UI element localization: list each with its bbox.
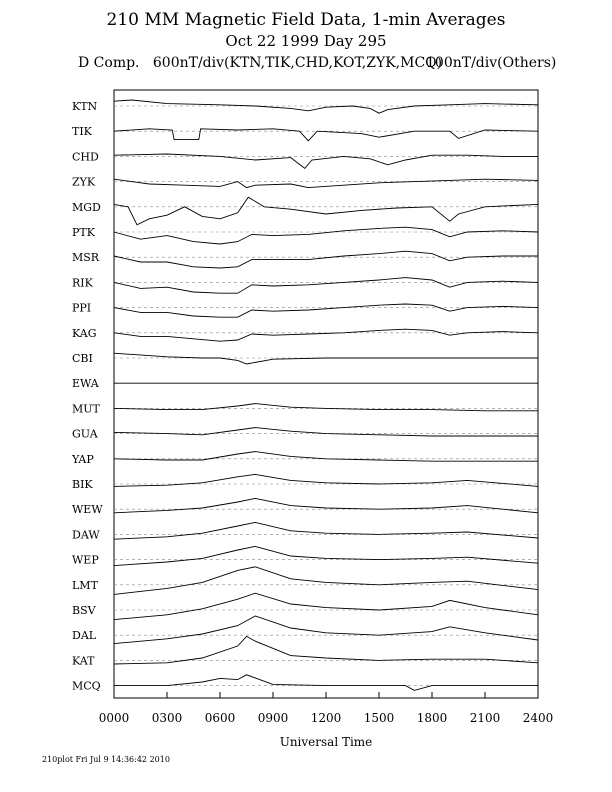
- x-tick-label-1200: 1200: [310, 711, 342, 725]
- trace-kat: [114, 636, 538, 664]
- x-tick-label-0900: 0900: [257, 711, 289, 725]
- trace-tik: [114, 129, 538, 141]
- trace-wew: [114, 498, 538, 512]
- trace-daw: [114, 522, 538, 539]
- station-label-msr: MSR: [72, 251, 100, 265]
- station-label-mgd: MGD: [72, 200, 101, 214]
- trace-wep: [114, 546, 538, 565]
- traces: [114, 100, 538, 690]
- station-label-lmt: LMT: [72, 578, 98, 592]
- station-label-bik: BIK: [72, 478, 93, 491]
- station-label-zyk: ZYK: [72, 175, 96, 189]
- trace-mut: [114, 404, 538, 411]
- trace-dal: [114, 616, 538, 644]
- trace-bik: [114, 474, 538, 486]
- x-tick-label-2100: 2100: [469, 711, 501, 725]
- trace-mgd: [114, 197, 538, 225]
- station-label-kat: KAT: [72, 654, 95, 668]
- station-label-dal: DAL: [72, 629, 97, 643]
- station-label-wew: WEW: [72, 503, 103, 517]
- station-label-bsv: BSV: [72, 604, 96, 617]
- x-tick-label-0300: 0300: [151, 711, 183, 725]
- chart-date: Oct 22 1999 Day 295: [225, 32, 387, 50]
- trace-rik: [114, 278, 538, 294]
- station-label-kag: KAG: [72, 326, 97, 340]
- station-label-ewa: EWA: [72, 377, 99, 391]
- trace-lmt: [114, 567, 538, 595]
- station-label-cbi: CBI: [72, 352, 93, 365]
- station-label-ptk: PTK: [72, 226, 95, 239]
- trace-msr: [114, 251, 538, 268]
- x-tick-label-0600: 0600: [204, 711, 236, 725]
- trace-zyk: [114, 179, 538, 187]
- trace-ktn: [114, 100, 538, 113]
- station-label-chd: CHD: [72, 150, 99, 164]
- x-tick-label-2400: 2400: [522, 711, 554, 725]
- station-label-ppi: PPI: [72, 301, 92, 315]
- x-tick-label-0000: 0000: [98, 711, 130, 725]
- station-label-rik: RIK: [72, 276, 93, 290]
- station-label-mcq: MCQ: [72, 679, 101, 693]
- component-label: D Comp.: [78, 55, 140, 71]
- trace-ppi: [114, 304, 538, 317]
- station-label-ktn: KTN: [72, 100, 98, 113]
- scale-minor: 100nT/div(Others): [426, 55, 557, 71]
- station-labels: [71, 100, 103, 693]
- trace-mcq: [114, 675, 538, 691]
- trace-bsv: [114, 593, 538, 619]
- station-label-tik: TIK: [72, 125, 92, 139]
- baselines: [114, 106, 538, 686]
- trace-kag: [114, 329, 538, 341]
- x-axis-label: Universal Time: [279, 735, 373, 749]
- trace-cbi: [114, 353, 538, 364]
- chart-title: 210 MM Magnetic Field Data, 1-min Averages: [106, 10, 506, 30]
- station-label-mut: MUT: [72, 402, 100, 416]
- station-label-daw: DAW: [72, 528, 100, 542]
- trace-gua: [114, 428, 538, 436]
- x-tick-label-1500: 1500: [363, 711, 395, 725]
- trace-ptk: [114, 227, 538, 244]
- x-tick-label-1800: 1800: [416, 711, 448, 725]
- scale-major: 600nT/div(KTN,TIK,CHD,KOT,ZYK,MCQ): [152, 55, 443, 71]
- x-ticks: [99, 692, 554, 725]
- station-label-gua: GUA: [72, 427, 98, 441]
- plot-frame: [114, 90, 538, 698]
- footer-stamp: 210plot Fri Jul 9 14:36:42 2010: [42, 755, 170, 764]
- station-label-wep: WEP: [72, 553, 99, 567]
- trace-yap: [114, 452, 538, 462]
- station-label-yap: YAP: [72, 452, 94, 466]
